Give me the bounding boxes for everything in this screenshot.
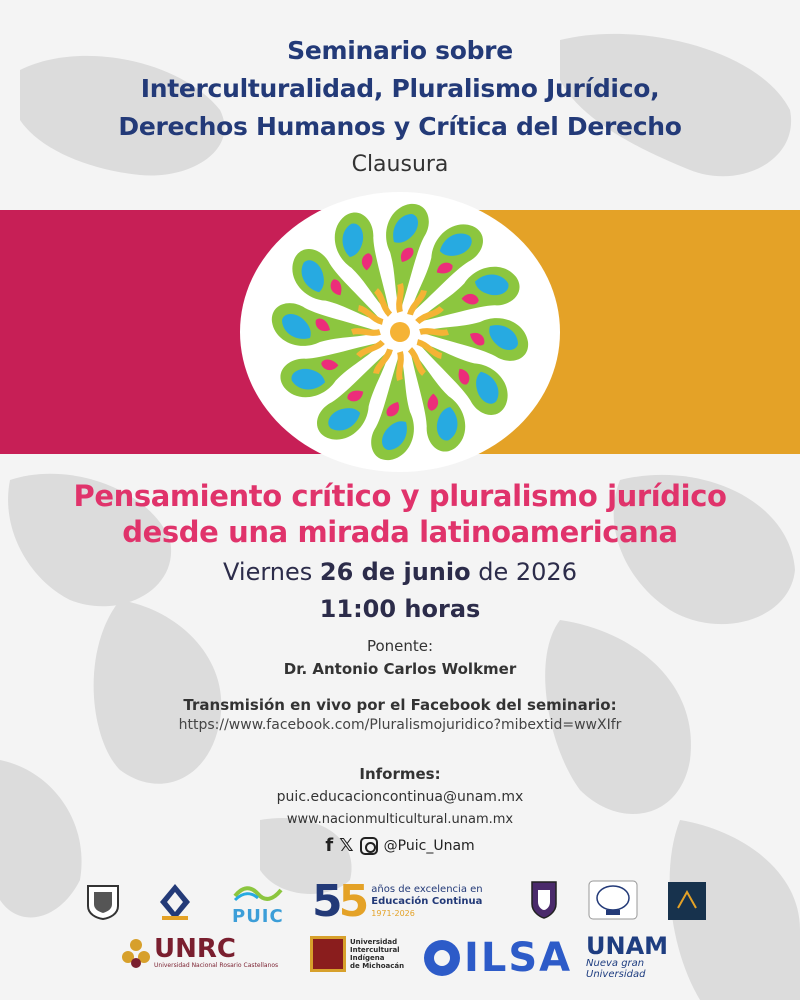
talk-title-line-1: Pensamiento crítico y pluralismo jurídico <box>73 479 727 513</box>
institution-emblem-logo <box>158 882 192 922</box>
shield-crest-logo <box>530 880 558 920</box>
unrc-wordmark: UNRC <box>154 934 236 964</box>
unam-wordmark: UNAM <box>586 932 669 960</box>
puic-logo <box>232 884 284 927</box>
facebook-icon[interactable]: f <box>325 835 334 856</box>
event-date <box>0 558 800 586</box>
centenary-seal-logo <box>588 880 638 920</box>
uiim-line-2: Intercultural <box>350 946 400 954</box>
unrc-logo <box>122 936 278 969</box>
x-icon[interactable]: 𝕏 <box>339 835 354 856</box>
fifty-five-line-1: años de excelencia en <box>371 884 483 895</box>
event-header <box>0 32 800 182</box>
speaker-name: Dr. Antonio Carlos Wolkmer <box>283 660 517 678</box>
speaker-label: Ponente: <box>366 637 434 655</box>
stream-label: Transmisión en vivo por el Facebook del seminario: <box>183 696 617 714</box>
unam-tagline-2: Universidad <box>586 969 646 980</box>
uiim-logo <box>310 936 404 972</box>
ilsa-wordmark: ILSA <box>464 935 573 981</box>
unam-shield-logo <box>86 884 120 920</box>
unam-tagline-1: Nueva gran <box>586 958 645 969</box>
fifty-five-digit-b: 5 <box>338 876 366 927</box>
uiim-line-1: Universidad <box>350 938 398 946</box>
fifty-five-years: 1971-2026 <box>371 909 415 918</box>
fifty-five-line-2: Educación Continua <box>371 896 483 907</box>
date-day: Viernes <box>223 558 313 586</box>
date-year: de 2026 <box>478 558 577 586</box>
social-row <box>0 836 800 856</box>
event-time: 11:00 horas <box>319 595 481 623</box>
info-email-link[interactable]: puic.educacioncontinua@unam.mx <box>276 789 524 805</box>
header-line-1: Seminario sobre <box>287 36 513 65</box>
info-website-link[interactable]: www.nacionmulticultural.unam.mx <box>286 812 514 827</box>
unrc-symbol-icon <box>122 937 150 969</box>
ilsa-logo <box>424 935 573 981</box>
dark-square-logo <box>668 882 706 920</box>
fifty-five-text <box>371 884 482 920</box>
social-handle[interactable]: @Puic_Unam <box>383 838 475 854</box>
header-line-2: Interculturalidad, Pluralismo Jurídico, <box>140 74 660 103</box>
puic-wordmark: PUIC <box>232 906 284 927</box>
info-label: Informes: <box>359 765 441 783</box>
date-bold: 26 de junio <box>319 558 471 586</box>
unrc-subtitle: Universidad Nacional Rosario Castellanos <box>154 962 279 969</box>
talk-title-line-2: desde una mirada latinoamericana <box>122 515 678 549</box>
fifty-five-number <box>312 876 366 927</box>
header-line-3: Derechos Humanos y Crítica del Derecho <box>118 112 682 141</box>
uiim-text <box>350 938 404 970</box>
uiim-line-4: de Michoacán <box>350 962 405 970</box>
latin-america-maps-emblem <box>240 192 560 472</box>
talk-title <box>0 478 800 550</box>
uiim-emblem-icon <box>310 936 346 972</box>
puic-wave-icon <box>233 884 283 902</box>
fifty-five-years-logo <box>312 876 483 927</box>
uiim-line-3: Indígena <box>350 954 385 962</box>
ilsa-circle-icon <box>424 940 460 976</box>
instagram-icon[interactable] <box>360 837 378 855</box>
header-subtitle: Clausura <box>351 152 449 177</box>
unam-nueva-gran-universidad-logo <box>586 934 668 980</box>
stream-link[interactable]: https://www.facebook.com/Pluralismojuridico?mibextid=wwXIfr <box>178 717 622 733</box>
fifty-five-digit-a: 5 <box>312 876 339 927</box>
